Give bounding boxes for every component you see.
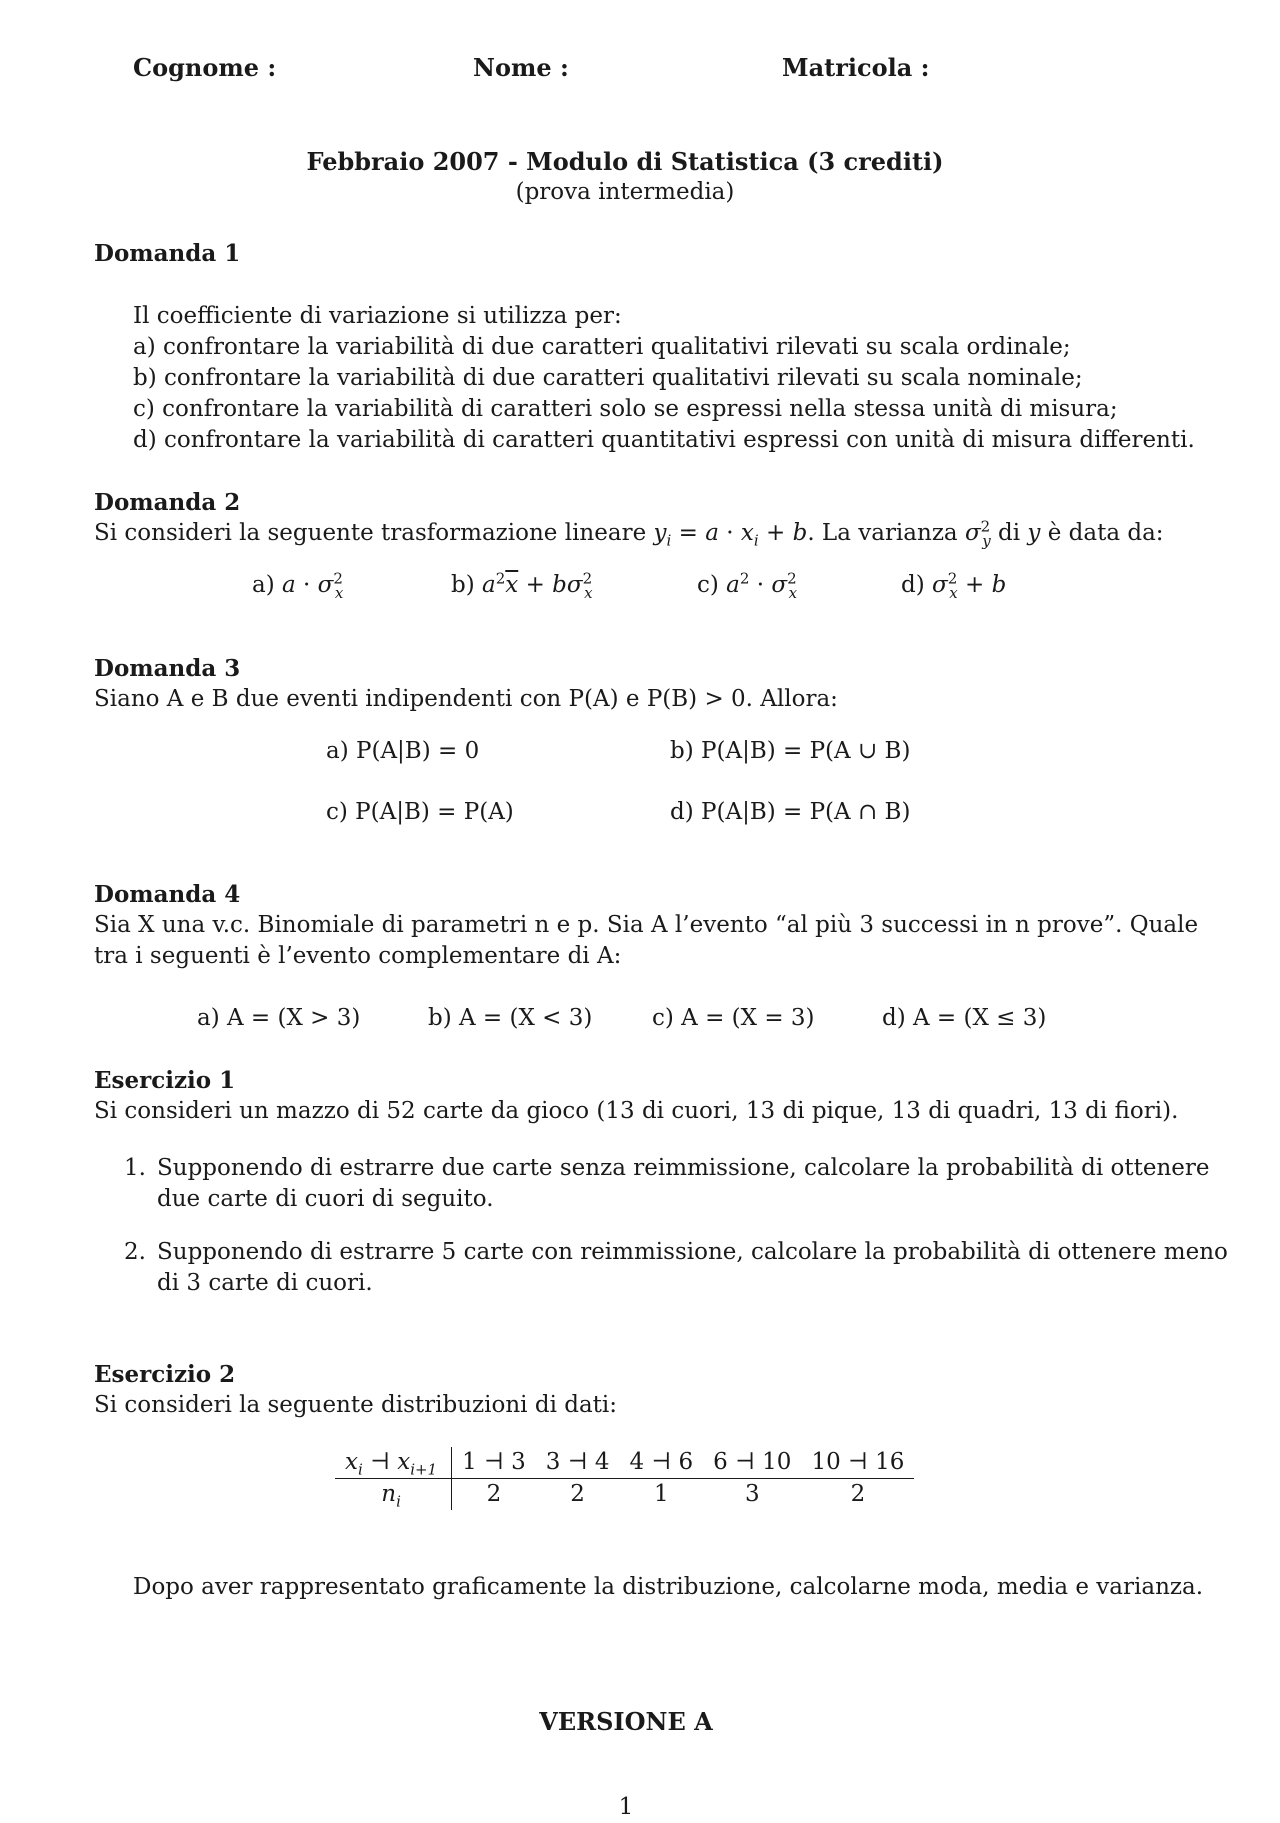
page-number: 1 (618, 1794, 634, 1820)
ex1-item2-line1: Supponendo di estrarre 5 carte con reimmissione, calcolare la probabilità di ottenere meno (157, 1239, 1228, 1265)
exam-subtitle: (prova intermedia) (515, 179, 735, 205)
frequency-cell: 1 (653, 1481, 669, 1507)
cognome-label: Cognome : (133, 53, 277, 82)
frequency-cell: 2 (486, 1481, 502, 1507)
q2-option-d: d) $\sigma^2_x + b$ (901, 569, 1007, 602)
ex1-item2-line2: di 3 carte di cuori. (157, 1270, 373, 1296)
q3-option-b: b) P(A|B) = P(A ∪ B) (670, 738, 911, 764)
q2-heading: Domanda 2 (94, 489, 241, 516)
q3-option-c: c) P(A|B) = P(A) (326, 799, 514, 825)
q4-option-b: b) A = (X < 3) (428, 1005, 593, 1031)
q1-option-d: d) confrontare la variabilità di caratteri quantitativi espressi con unità di misura differenti. (133, 427, 1195, 453)
q3-stem: Siano A e B due eventi indipendenti con P(A) e P(B) > 0. Allora: (94, 686, 838, 712)
table-frequency-row (335, 1479, 914, 1511)
class-cell: 6 ⊣ 10 (703, 1447, 801, 1479)
ex1-item1-number: 1. (124, 1155, 146, 1181)
row-label-n: $n_i$ (335, 1479, 452, 1511)
q1-option-c: c) confrontare la variabilità di caratteri solo se espressi nella stessa unità di misura; (133, 396, 1118, 422)
class-cell: 3 ⊣ 4 (536, 1447, 620, 1479)
version-label: VERSIONE A (539, 1707, 713, 1736)
q2-option-b: b) $a^2\overline{x} + b\sigma^2_x$ (451, 569, 593, 602)
matricola-label: Matricola : (782, 53, 930, 82)
q2-stem: Si consideri la seguente trasformazione lineare $y_i = a \cdot x_i + b$. La varianza $\sigma^2_y$ di y è data da: (94, 517, 1164, 550)
class-cell: 10 ⊣ 16 (801, 1447, 914, 1479)
ex1-item2-number: 2. (124, 1239, 146, 1265)
ex2-closing: Dopo aver rappresentato graficamente la distribuzione, calcolarne moda, media e varianza. (133, 1574, 1204, 1600)
frequency-cell: 2 (850, 1481, 866, 1507)
nome-label: Nome : (473, 53, 569, 82)
q1-option-a: a) confrontare la variabilità di due caratteri qualitativi rilevati su scala ordinale; (133, 334, 1071, 360)
ex1-stem: Si consideri un mazzo di 52 carte da gioco (13 di cuori, 13 di pique, 13 di quadri, 13 di fiori). (94, 1098, 1179, 1124)
ex2-heading: Esercizio 2 (94, 1361, 236, 1388)
q1-body (133, 301, 1195, 456)
class-cell: 4 ⊣ 6 (619, 1447, 703, 1479)
row-label-x: $x_i$ ⊣ $x_{i+1}$ (335, 1447, 452, 1479)
exam-title: Febbraio 2007 - Modulo di Statistica (3 crediti) (306, 147, 944, 176)
q3-option-a: a) P(A|B) = 0 (326, 738, 480, 764)
q4-line1: Sia X una v.c. Binomiale di parametri n e p. Sia A l’evento “al più 3 successi in n prove”. Quale (94, 912, 1199, 938)
q2-option-c: c) $a^2 \cdot \sigma^2_x$ (697, 569, 798, 602)
q3-heading: Domanda 3 (94, 655, 241, 682)
class-cell: 1 ⊣ 3 (452, 1447, 536, 1479)
q4-line2: tra i seguenti è l’evento complementare di A: (94, 943, 622, 969)
q4-option-a: a) A = (X > 3) (197, 1005, 361, 1031)
q1-option-b: b) confrontare la variabilità di due caratteri qualitativi rilevati su scala nominale; (133, 365, 1083, 391)
frequency-cell: 3 (744, 1481, 760, 1507)
q4-option-d: d) A = (X ≤ 3) (882, 1005, 1047, 1031)
q2-option-a: a) $a \cdot \sigma^2_x$ (252, 569, 344, 602)
q4-option-c: c) A = (X = 3) (652, 1005, 815, 1031)
distribution-table (335, 1447, 914, 1510)
frequency-cell: 2 (570, 1481, 585, 1507)
ex1-item1-line1: Supponendo di estrarre due carte senza reimmissione, calcolare la probabilità di ottenere (157, 1155, 1210, 1181)
ex1-item1-line2: due carte di cuori di seguito. (157, 1186, 494, 1212)
q4-heading: Domanda 4 (94, 881, 241, 908)
ex2-stem: Si consideri la seguente distribuzioni di dati: (94, 1392, 618, 1418)
q1-heading: Domanda 1 (94, 240, 241, 267)
q3-option-d: d) P(A|B) = P(A ∩ B) (670, 799, 911, 825)
q1-stem: Il coefficiente di variazione si utilizza per: (133, 303, 622, 329)
table-header-row (335, 1447, 914, 1479)
ex1-heading: Esercizio 1 (94, 1067, 236, 1094)
